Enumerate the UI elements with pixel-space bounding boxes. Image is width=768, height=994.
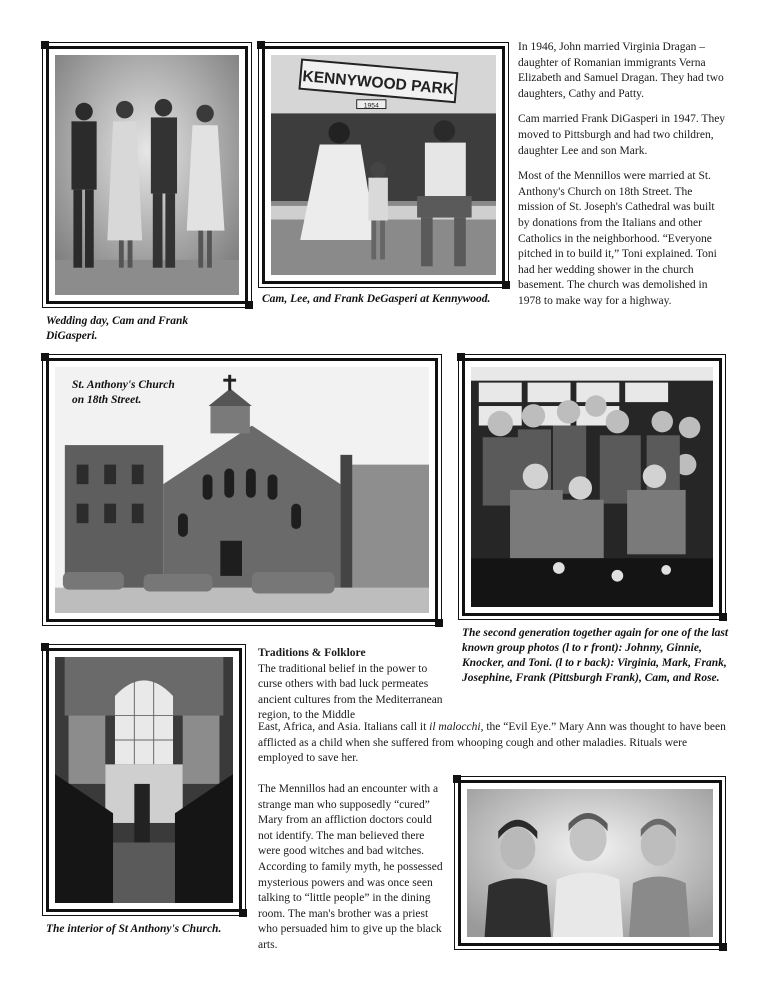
group-caption: The second generation together again for one of the last known group photos (l to r front): Johnny, Ginnie, Knocker, and Toni. (l to r back): Virginia, Mark, Frank, Josephine, Frank (Pittsburgh Frank), Cam, and Rose.	[462, 627, 729, 684]
kennywood-caption: Cam, Lee, and Frank DeGasperi at Kennywood.	[262, 293, 491, 305]
kennywood-photo	[271, 55, 496, 275]
portrait-photo-frame	[458, 780, 722, 946]
kennywood-sign-year: 1954	[363, 102, 379, 110]
wedding-caption: Wedding day, Cam and Frank DiGasperi.	[46, 315, 189, 342]
three-women-photo	[467, 789, 713, 937]
traditions-block-a	[258, 646, 446, 724]
paragraph-1946: In 1946, John married Virginia Dragan – daughter of Romanian immigrants Verna Elizabeth and Samuel Dragan. They had two daughters, Cathy and Patty.	[518, 41, 724, 100]
traditions-block-b	[258, 720, 732, 777]
group-photo-frame	[462, 358, 722, 616]
paragraph-st-anthony: Most of the Mennillos were married at St. Anthony's Church on 18th Street. The mission of St. Joseph's Cathedral was built by donations from the Italians and other Catholics in the neighborhood. “Everyone pitched in to build it,” Toni explained. Toni had her wedding shower in the church basement. The church was demolished in 1978 to make way for a highway.	[518, 170, 717, 307]
traditions-paragraph-2: The Mennillos had an encounter with a strange man who supposedly “cured” Mary from an affliction doctors could not identify. The man believed there were good witches and bad witches. According to family myth, he possessed mysterious powers and was once seen talking to “little people” in the dining room. The man's brother was a priest who persuaded him to give up the black arts.	[258, 783, 443, 951]
right-column-text	[518, 40, 728, 320]
interior-caption: The interior of St Anthony's Church.	[46, 923, 222, 935]
church-caption-line-1: St. Anthony's Church	[72, 379, 175, 391]
interior-photo-frame	[46, 648, 242, 912]
traditions-block-c	[258, 782, 446, 964]
kennywood-sign-text: KENNYWOOD PARK	[301, 68, 455, 99]
church-caption-line-2: on 18th Street.	[72, 394, 142, 406]
wedding-photo-frame	[46, 46, 248, 304]
group-photo	[471, 367, 713, 607]
traditions-p1b-start: East, Africa, and Asia. Italians call it	[258, 721, 430, 733]
traditions-p1b-end: the “Evil Eye.” Mary Ann was thought to have been afflicted as a child when she suffered from whooping cough and other maladies. Rituals were employed to save her.	[258, 721, 726, 765]
wedding-photo	[55, 55, 239, 295]
church-caption	[72, 378, 232, 408]
il-malocchi-term: il malocchi,	[429, 721, 484, 733]
church-interior-photo	[55, 657, 233, 903]
traditions-paragraph-1b	[258, 720, 732, 767]
kennywood-photo-frame	[262, 46, 505, 284]
paragraph-1947: Cam married Frank DiGasperi in 1947. They moved to Pittsburgh and had two children, daughter Lee and son Mark.	[518, 113, 726, 157]
traditions-heading: Traditions & Folklore	[258, 647, 366, 659]
traditions-paragraph-1a: The traditional belief in the power to curse others with bad luck permeates ancient cultures from the Mediterranean region, to the Middle	[258, 662, 443, 722]
